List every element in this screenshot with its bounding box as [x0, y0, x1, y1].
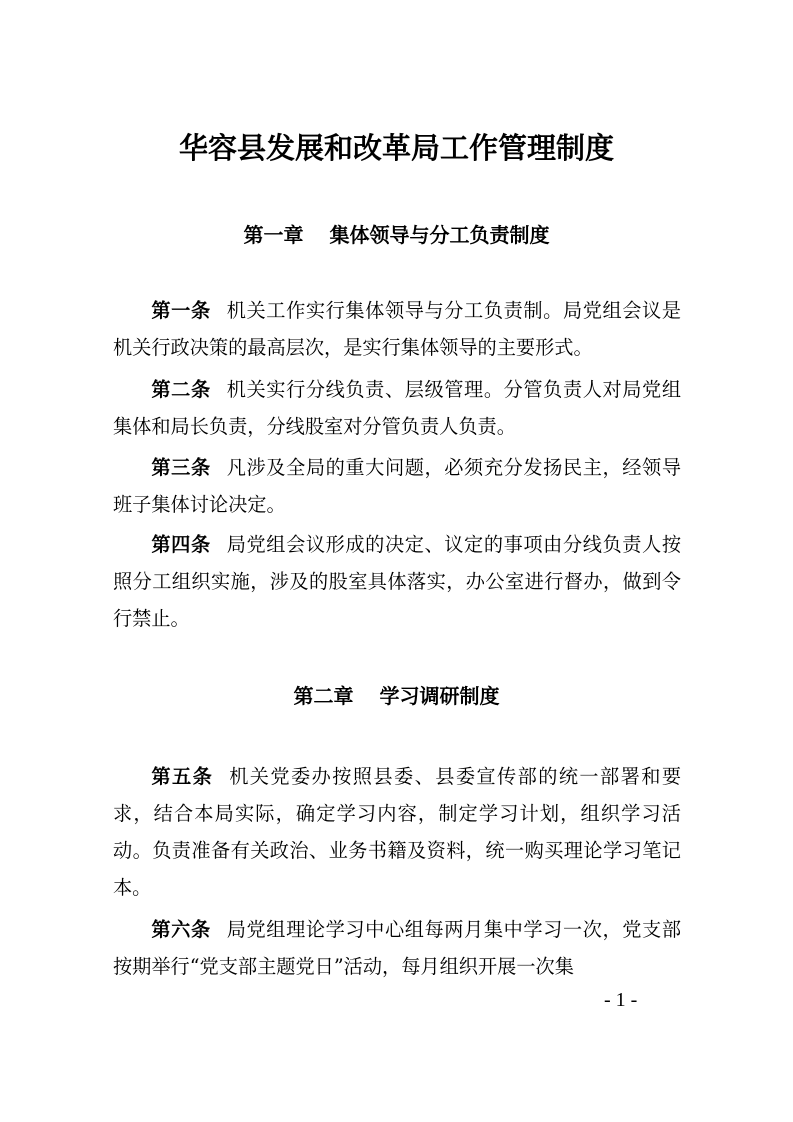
article-3 — [113, 449, 681, 523]
article-1 — [113, 292, 681, 366]
article-text: 局党组会议形成的决定、议定的事项由分线负责人按照分工组织实施，涉及的股室具体落实，办公室进行督办，做到令行禁止。 — [113, 533, 682, 630]
article-text: 机关实行分线负责、层级管理。分管负责人对局党组集体和局长负责，分线股室对分管负责人负责。 — [113, 378, 682, 438]
article-text: 凡涉及全局的重大问题，必须充分发扬民主，经领导班子集体讨论决定。 — [113, 456, 682, 516]
chapter-heading-2 — [0, 681, 793, 711]
article-label: 第二条 — [151, 378, 211, 401]
article-label: 第四条 — [151, 533, 211, 556]
chapter-number: 第一章 — [243, 223, 304, 247]
chapter-title: 集体领导与分工负责制度 — [329, 223, 550, 247]
article-text: 机关工作实行集体领导与分工负责制。局党组会议是机关行政决策的最高层次，是实行集体领导的主要形式。 — [113, 299, 682, 359]
article-4 — [113, 526, 681, 637]
article-2 — [113, 371, 681, 445]
article-5 — [113, 758, 681, 906]
article-label: 第一条 — [151, 299, 211, 322]
article-label: 第三条 — [151, 456, 211, 479]
document-title: 华容县发展和改革局工作管理制度 — [178, 131, 614, 165]
chapter-number: 第二章 — [293, 684, 354, 708]
article-text: 机关党委办按照县委、县委宣传部的统一部署和要求，结合本局实际，确定学习内容，制定学习计划，组织学习活动。负责准备有关政治、业务书籍及资料，统一购买理论学习笔记本。 — [113, 765, 682, 899]
article-label: 第六条 — [151, 918, 211, 941]
chapter-heading-1 — [0, 220, 793, 250]
page-number: - 1 - — [604, 989, 638, 1011]
article-label: 第五条 — [151, 765, 214, 788]
article-text: 局党组理论学习中心组每两月集中学习一次，党支部按期举行“党支部主题党日”活动，每月组织开展一次集 — [113, 918, 682, 978]
article-6 — [113, 911, 681, 985]
chapter-title: 学习调研制度 — [379, 684, 500, 708]
